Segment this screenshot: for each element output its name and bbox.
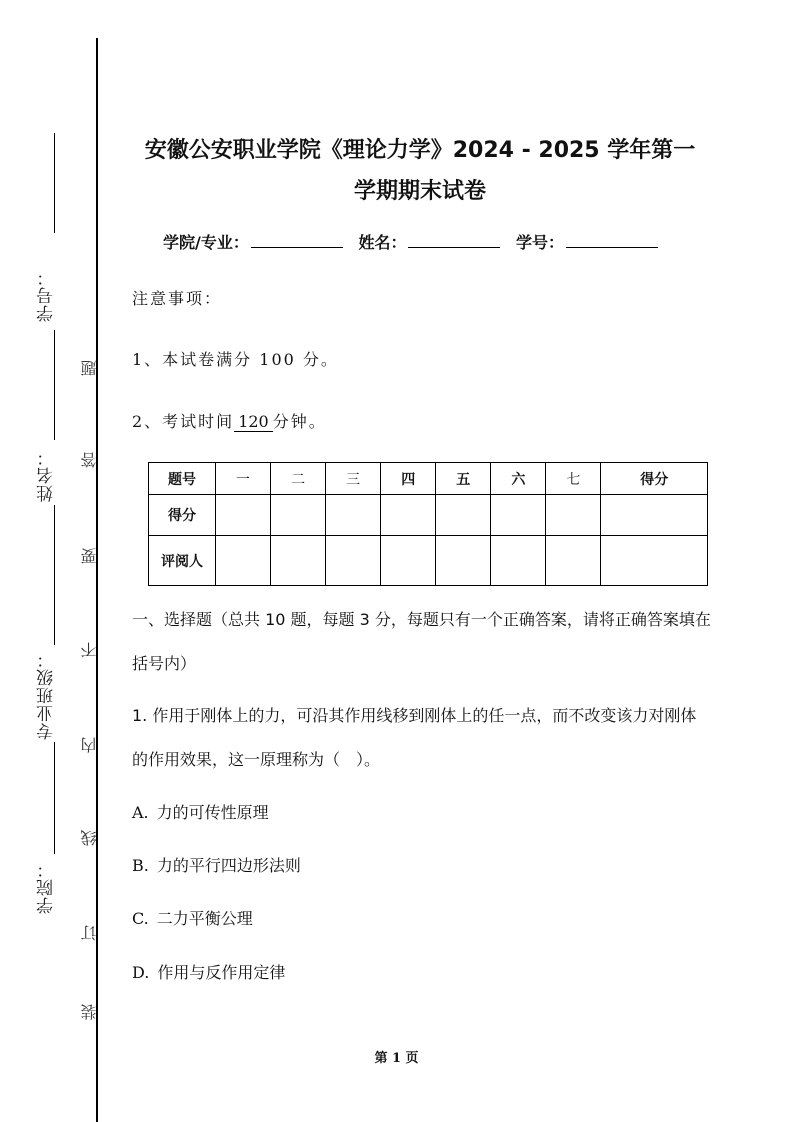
grader-cell[interactable] xyxy=(326,536,381,586)
section-1-instructions: 一、选择题（总共 10 题，每题 3 分，每题只有一个正确答案，请将正确答案填在括号内） xyxy=(132,610,711,673)
note-item-2-suffix: 分钟。 xyxy=(272,412,327,431)
name-blank-line-top xyxy=(54,330,55,440)
student-id-blank[interactable] xyxy=(566,233,658,248)
margin-warning-char: 订 xyxy=(80,925,99,941)
header-cell: 一 xyxy=(216,463,271,495)
option-letter: D. xyxy=(132,963,150,982)
question-1-option-b xyxy=(132,853,301,876)
college-major-blank[interactable] xyxy=(251,233,343,248)
question-1-option-a xyxy=(132,800,269,823)
student-id-label: 学号： xyxy=(516,233,565,252)
question-1-option-d xyxy=(132,960,285,983)
header-cell: 五 xyxy=(436,463,491,495)
grader-row xyxy=(149,536,708,586)
margin-warning-char: 要 xyxy=(80,548,99,564)
major-class-blank-line xyxy=(54,742,55,854)
note-item-1: 1、本试卷满分 100 分。 xyxy=(132,350,339,369)
option-letter: A. xyxy=(132,803,149,822)
option-text: 力的可传性原理 xyxy=(156,803,269,822)
margin-warning-char: 不 xyxy=(80,642,99,658)
margin-warning-char: 内 xyxy=(80,737,99,753)
score-cell[interactable] xyxy=(491,495,546,536)
grader-cell[interactable] xyxy=(381,536,436,586)
name-blank[interactable] xyxy=(408,233,500,248)
score-cell[interactable] xyxy=(381,495,436,536)
margin-label-major-class: 专业班级： xyxy=(37,650,57,740)
score-cell[interactable] xyxy=(326,495,381,536)
header-cell: 七 xyxy=(546,463,601,495)
score-table xyxy=(148,462,708,586)
row-label: 得分 xyxy=(149,495,216,536)
binding-line xyxy=(96,38,98,1122)
question-1-text: 1. 作用于刚体上的力，可沿其作用线移到刚体上的任一点，而不改变该力对刚体的作用效果，这一原理称为（ ）。 xyxy=(132,706,697,769)
margin-label-college: 学院： xyxy=(37,860,57,914)
page-number: 第 1 页 xyxy=(374,1051,419,1066)
grader-cell[interactable] xyxy=(491,536,546,586)
score-cell[interactable] xyxy=(601,495,708,536)
question-1-option-c xyxy=(132,906,253,929)
exam-title-line2: 学期期末试卷 xyxy=(353,179,486,204)
exam-duration-value: 120 xyxy=(234,412,273,432)
option-text: 力的平行四边形法则 xyxy=(156,856,301,875)
header-cell: 得分 xyxy=(601,463,708,495)
option-letter: B. xyxy=(132,856,149,875)
score-table-header-row xyxy=(149,463,708,495)
student-id-blank-line xyxy=(54,133,55,233)
score-cell[interactable] xyxy=(546,495,601,536)
student-info-row xyxy=(163,230,668,253)
margin-label-student-id: 学号： xyxy=(37,268,57,322)
notes-heading: 注意事项： xyxy=(132,289,223,308)
margin-warning-char: 答 xyxy=(80,452,99,468)
note-item-2 xyxy=(132,409,327,432)
header-cell: 六 xyxy=(491,463,546,495)
row-label: 评阅人 xyxy=(149,536,216,586)
header-cell: 二 xyxy=(271,463,326,495)
name-blank-line xyxy=(54,505,55,645)
grader-cell[interactable] xyxy=(271,536,326,586)
header-cell: 题号 xyxy=(149,463,216,495)
header-cell: 三 xyxy=(326,463,381,495)
score-row xyxy=(149,495,708,536)
margin-label-name: 姓名： xyxy=(37,448,57,502)
score-cell[interactable] xyxy=(216,495,271,536)
exam-title-line1: 安徽公安职业学院《理论力学》2024 - 2025 学年第一 xyxy=(144,138,696,163)
grader-cell[interactable] xyxy=(601,536,708,586)
grader-cell[interactable] xyxy=(436,536,491,586)
score-cell[interactable] xyxy=(436,495,491,536)
college-major-label: 学院/专业： xyxy=(163,233,249,252)
grader-cell[interactable] xyxy=(216,536,271,586)
margin-warning-char: 装 xyxy=(80,1004,99,1020)
option-letter: C. xyxy=(132,909,149,928)
option-text: 作用与反作用定律 xyxy=(157,963,286,982)
note-item-2-prefix: 2、考试时间 xyxy=(132,412,235,431)
margin-warning-char: 题 xyxy=(80,360,99,376)
name-label: 姓名： xyxy=(358,233,407,252)
grader-cell[interactable] xyxy=(546,536,601,586)
option-text: 二力平衡公理 xyxy=(156,909,253,928)
margin-warning-char: 线 xyxy=(80,830,99,846)
score-cell[interactable] xyxy=(271,495,326,536)
header-cell: 四 xyxy=(381,463,436,495)
